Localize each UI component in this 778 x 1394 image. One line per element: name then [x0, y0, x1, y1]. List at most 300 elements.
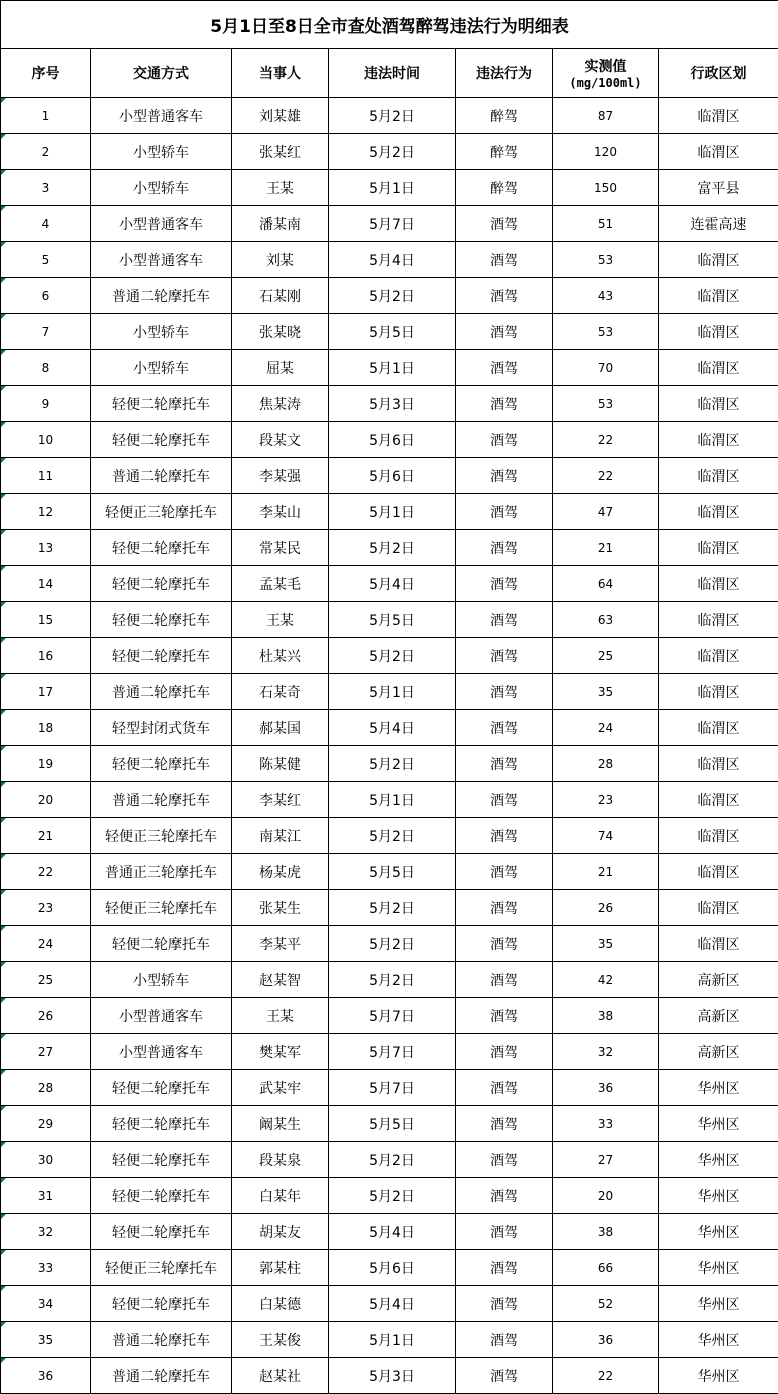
cell-vehicle[interactable]: 轻便正三轮摩托车	[91, 494, 232, 530]
cell-district[interactable]: 高新区	[659, 1034, 778, 1070]
cell-party[interactable]: 王某俊	[232, 1322, 329, 1358]
cell-district[interactable]: 临渭区	[659, 854, 778, 890]
cell-vehicle[interactable]: 小型普通客车	[91, 998, 232, 1034]
cell-time[interactable]: 5月2日	[329, 890, 456, 926]
cell-seq[interactable]: 6	[1, 278, 91, 314]
cell-district[interactable]: 临渭区	[659, 422, 778, 458]
cell-behavior[interactable]: 酒驾	[456, 1358, 553, 1394]
cell-value[interactable]: 24	[553, 710, 659, 746]
cell-party[interactable]: 南某江	[232, 818, 329, 854]
cell-behavior[interactable]: 酒驾	[456, 818, 553, 854]
cell-district[interactable]: 临渭区	[659, 710, 778, 746]
cell-vehicle[interactable]: 轻便二轮摩托车	[91, 746, 232, 782]
cell-behavior[interactable]: 酒驾	[456, 962, 553, 998]
cell-behavior[interactable]: 酒驾	[456, 710, 553, 746]
cell-value[interactable]: 27	[553, 1142, 659, 1178]
cell-party[interactable]: 刘某	[232, 242, 329, 278]
table-row	[1, 746, 778, 782]
cell-time[interactable]: 5月7日	[329, 998, 456, 1034]
cell-time[interactable]: 5月2日	[329, 926, 456, 962]
cell-time[interactable]: 5月6日	[329, 422, 456, 458]
cell-seq[interactable]: 5	[1, 242, 91, 278]
cell-seq[interactable]: 16	[1, 638, 91, 674]
cell-time[interactable]: 5月2日	[329, 962, 456, 998]
cell-party[interactable]: 张某晓	[232, 314, 329, 350]
cell-time[interactable]: 5月3日	[329, 386, 456, 422]
table-row	[1, 350, 778, 386]
cell-party[interactable]: 陈某健	[232, 746, 329, 782]
cell-value[interactable]: 28	[553, 746, 659, 782]
cell-time[interactable]: 5月7日	[329, 206, 456, 242]
cell-time[interactable]: 5月4日	[329, 1286, 456, 1322]
header-value-unit: (mg/100ml)	[553, 76, 658, 90]
cell-time[interactable]: 5月2日	[329, 530, 456, 566]
cell-value[interactable]: 36	[553, 1322, 659, 1358]
table-row	[1, 530, 778, 566]
cell-time[interactable]: 5月1日	[329, 494, 456, 530]
cell-behavior[interactable]: 酒驾	[456, 890, 553, 926]
cell-seq[interactable]: 27	[1, 1034, 91, 1070]
cell-value[interactable]: 70	[553, 350, 659, 386]
cell-district[interactable]: 临渭区	[659, 494, 778, 530]
cell-district[interactable]: 临渭区	[659, 242, 778, 278]
cell-behavior[interactable]: 酒驾	[456, 242, 553, 278]
cell-party[interactable]: 潘某南	[232, 206, 329, 242]
cell-behavior[interactable]: 酒驾	[456, 1070, 553, 1106]
cell-party[interactable]: 石某刚	[232, 278, 329, 314]
cell-vehicle[interactable]: 轻便正三轮摩托车	[91, 890, 232, 926]
cell-vehicle[interactable]: 轻便二轮摩托车	[91, 1178, 232, 1214]
header-district[interactable]: 行政区划	[659, 49, 778, 98]
cell-party[interactable]: 樊某军	[232, 1034, 329, 1070]
cell-time[interactable]: 5月1日	[329, 170, 456, 206]
cell-seq[interactable]: 34	[1, 1286, 91, 1322]
cell-vehicle[interactable]: 轻便二轮摩托车	[91, 602, 232, 638]
table-row	[1, 1142, 778, 1178]
cell-district[interactable]: 高新区	[659, 998, 778, 1034]
cell-value[interactable]: 64	[553, 566, 659, 602]
cell-time[interactable]: 5月4日	[329, 710, 456, 746]
cell-value[interactable]: 53	[553, 386, 659, 422]
cell-behavior[interactable]: 醉驾	[456, 170, 553, 206]
cell-party[interactable]: 李某平	[232, 926, 329, 962]
header-party[interactable]: 当事人	[232, 49, 329, 98]
cell-behavior[interactable]: 酒驾	[456, 422, 553, 458]
table-row	[1, 170, 778, 206]
cell-time[interactable]: 5月6日	[329, 1250, 456, 1286]
cell-behavior[interactable]: 酒驾	[456, 494, 553, 530]
cell-time[interactable]: 5月5日	[329, 314, 456, 350]
cell-district[interactable]: 高新区	[659, 962, 778, 998]
cell-vehicle[interactable]: 小型普通客车	[91, 242, 232, 278]
table-row	[1, 1070, 778, 1106]
cell-district[interactable]: 华州区	[659, 1070, 778, 1106]
cell-seq[interactable]: 13	[1, 530, 91, 566]
cell-district[interactable]: 华州区	[659, 1286, 778, 1322]
table-row	[1, 494, 778, 530]
cell-vehicle[interactable]: 轻便二轮摩托车	[91, 1214, 232, 1250]
cell-vehicle[interactable]: 小型轿车	[91, 134, 232, 170]
cell-time[interactable]: 5月2日	[329, 1142, 456, 1178]
cell-time[interactable]: 5月3日	[329, 1358, 456, 1394]
cell-behavior[interactable]: 酒驾	[456, 638, 553, 674]
cell-time[interactable]: 5月4日	[329, 566, 456, 602]
cell-behavior[interactable]: 酒驾	[456, 566, 553, 602]
table-row	[1, 998, 778, 1034]
cell-district[interactable]: 华州区	[659, 1322, 778, 1358]
cell-district[interactable]: 临渭区	[659, 278, 778, 314]
cell-seq[interactable]: 10	[1, 422, 91, 458]
cell-party[interactable]: 白某德	[232, 1286, 329, 1322]
table-row	[1, 566, 778, 602]
cell-seq[interactable]: 14	[1, 566, 91, 602]
cell-party[interactable]: 郭某柱	[232, 1250, 329, 1286]
cell-behavior[interactable]: 酒驾	[456, 1322, 553, 1358]
cell-behavior[interactable]: 酒驾	[456, 782, 553, 818]
table-row	[1, 1034, 778, 1070]
table-row	[1, 962, 778, 998]
cell-party[interactable]: 郝某国	[232, 710, 329, 746]
cell-vehicle[interactable]: 轻便二轮摩托车	[91, 926, 232, 962]
cell-vehicle[interactable]: 小型轿车	[91, 170, 232, 206]
cell-party[interactable]: 赵某智	[232, 962, 329, 998]
cell-value[interactable]: 150	[553, 170, 659, 206]
cell-party[interactable]: 赵某社	[232, 1358, 329, 1394]
cell-behavior[interactable]: 酒驾	[456, 1214, 553, 1250]
cell-value[interactable]: 74	[553, 818, 659, 854]
cell-value[interactable]: 26	[553, 890, 659, 926]
cell-party[interactable]: 王某	[232, 170, 329, 206]
cell-value[interactable]: 20	[553, 1178, 659, 1214]
cell-party[interactable]: 张某生	[232, 890, 329, 926]
cell-vehicle[interactable]: 普通二轮摩托车	[91, 782, 232, 818]
cell-time[interactable]: 5月4日	[329, 1214, 456, 1250]
table-body	[1, 98, 778, 1394]
cell-time[interactable]: 5月4日	[329, 242, 456, 278]
cell-behavior[interactable]: 酒驾	[456, 674, 553, 710]
cell-value[interactable]: 25	[553, 638, 659, 674]
cell-party[interactable]: 李某山	[232, 494, 329, 530]
cell-party[interactable]: 焦某涛	[232, 386, 329, 422]
cell-vehicle[interactable]: 轻便正三轮摩托车	[91, 818, 232, 854]
cell-party[interactable]: 孟某毛	[232, 566, 329, 602]
cell-value[interactable]: 22	[553, 458, 659, 494]
table-row	[1, 134, 778, 170]
cell-behavior[interactable]: 酒驾	[456, 530, 553, 566]
cell-seq[interactable]: 20	[1, 782, 91, 818]
cell-vehicle[interactable]: 轻便二轮摩托车	[91, 1286, 232, 1322]
cell-time[interactable]: 5月1日	[329, 782, 456, 818]
cell-behavior[interactable]: 醉驾	[456, 134, 553, 170]
cell-behavior[interactable]: 酒驾	[456, 1106, 553, 1142]
cell-behavior[interactable]: 酒驾	[456, 386, 553, 422]
cell-district[interactable]: 临渭区	[659, 530, 778, 566]
table-row	[1, 1358, 778, 1394]
cell-vehicle[interactable]: 普通正三轮摩托车	[91, 854, 232, 890]
header-vehicle[interactable]: 交通方式	[91, 49, 232, 98]
table-row	[1, 422, 778, 458]
cell-seq[interactable]: 18	[1, 710, 91, 746]
cell-seq[interactable]: 12	[1, 494, 91, 530]
cell-seq[interactable]: 21	[1, 818, 91, 854]
cell-vehicle[interactable]: 轻便二轮摩托车	[91, 1070, 232, 1106]
cell-vehicle[interactable]: 轻便二轮摩托车	[91, 1142, 232, 1178]
cell-district[interactable]: 临渭区	[659, 566, 778, 602]
cell-seq[interactable]: 11	[1, 458, 91, 494]
table-row	[1, 386, 778, 422]
cell-behavior[interactable]: 酒驾	[456, 602, 553, 638]
cell-party[interactable]: 李某强	[232, 458, 329, 494]
cell-district[interactable]: 富平县	[659, 170, 778, 206]
cell-district[interactable]: 华州区	[659, 1358, 778, 1394]
cell-behavior[interactable]: 酒驾	[456, 1250, 553, 1286]
cell-vehicle[interactable]: 普通二轮摩托车	[91, 1358, 232, 1394]
cell-time[interactable]: 5月1日	[329, 350, 456, 386]
title-row	[1, 1, 778, 49]
cell-value[interactable]: 22	[553, 422, 659, 458]
cell-vehicle[interactable]: 轻便正三轮摩托车	[91, 1250, 232, 1286]
cell-behavior[interactable]: 醉驾	[456, 98, 553, 134]
cell-district[interactable]: 连霍高速	[659, 206, 778, 242]
cell-seq[interactable]: 23	[1, 890, 91, 926]
cell-value[interactable]: 32	[553, 1034, 659, 1070]
table-row	[1, 278, 778, 314]
cell-seq[interactable]: 17	[1, 674, 91, 710]
cell-district[interactable]: 临渭区	[659, 782, 778, 818]
cell-vehicle[interactable]: 小型普通客车	[91, 98, 232, 134]
cell-time[interactable]: 5月2日	[329, 638, 456, 674]
table-row	[1, 314, 778, 350]
cell-value[interactable]: 33	[553, 1106, 659, 1142]
cell-time[interactable]: 5月7日	[329, 1070, 456, 1106]
cell-value[interactable]: 51	[553, 206, 659, 242]
cell-value[interactable]: 47	[553, 494, 659, 530]
cell-value[interactable]: 43	[553, 278, 659, 314]
cell-district[interactable]: 临渭区	[659, 386, 778, 422]
table-row	[1, 818, 778, 854]
table-row	[1, 638, 778, 674]
cell-seq[interactable]: 22	[1, 854, 91, 890]
cell-seq[interactable]: 15	[1, 602, 91, 638]
cell-party[interactable]: 常某民	[232, 530, 329, 566]
header-value-label: 实测值	[585, 59, 627, 75]
cell-party[interactable]: 杨某虎	[232, 854, 329, 890]
cell-value[interactable]: 36	[553, 1070, 659, 1106]
cell-party[interactable]: 张某红	[232, 134, 329, 170]
cell-vehicle[interactable]: 轻便二轮摩托车	[91, 638, 232, 674]
cell-seq[interactable]: 7	[1, 314, 91, 350]
cell-behavior[interactable]: 酒驾	[456, 458, 553, 494]
header-behavior[interactable]: 违法行为	[456, 49, 553, 98]
cell-value[interactable]: 21	[553, 854, 659, 890]
cell-district[interactable]: 临渭区	[659, 350, 778, 386]
table-row	[1, 1214, 778, 1250]
cell-seq[interactable]: 28	[1, 1070, 91, 1106]
cell-time[interactable]: 5月2日	[329, 98, 456, 134]
table-row	[1, 1286, 778, 1322]
cell-district[interactable]: 华州区	[659, 1142, 778, 1178]
cell-district[interactable]: 临渭区	[659, 818, 778, 854]
cell-seq[interactable]: 1	[1, 98, 91, 134]
table-row	[1, 710, 778, 746]
cell-party[interactable]: 刘某雄	[232, 98, 329, 134]
cell-seq[interactable]: 8	[1, 350, 91, 386]
cell-behavior[interactable]: 酒驾	[456, 1286, 553, 1322]
cell-time[interactable]: 5月7日	[329, 1034, 456, 1070]
table-row	[1, 854, 778, 890]
cell-value[interactable]: 38	[553, 1214, 659, 1250]
header-seq[interactable]: 序号	[1, 49, 91, 98]
table-row	[1, 602, 778, 638]
cell-vehicle[interactable]: 轻便二轮摩托车	[91, 386, 232, 422]
cell-district[interactable]: 临渭区	[659, 134, 778, 170]
cell-party[interactable]: 石某奇	[232, 674, 329, 710]
cell-vehicle[interactable]: 小型普通客车	[91, 206, 232, 242]
cell-seq[interactable]: 19	[1, 746, 91, 782]
cell-district[interactable]: 临渭区	[659, 674, 778, 710]
cell-vehicle[interactable]: 普通二轮摩托车	[91, 674, 232, 710]
cell-behavior[interactable]: 酒驾	[456, 314, 553, 350]
cell-seq[interactable]: 32	[1, 1214, 91, 1250]
cell-seq[interactable]: 33	[1, 1250, 91, 1286]
cell-seq[interactable]: 31	[1, 1178, 91, 1214]
table-row	[1, 782, 778, 818]
cell-value[interactable]: 21	[553, 530, 659, 566]
table-row	[1, 458, 778, 494]
cell-vehicle[interactable]: 轻型封闭式货车	[91, 710, 232, 746]
cell-time[interactable]: 5月1日	[329, 674, 456, 710]
cell-value[interactable]: 66	[553, 1250, 659, 1286]
cell-value[interactable]: 35	[553, 674, 659, 710]
cell-value[interactable]: 53	[553, 314, 659, 350]
cell-value[interactable]: 52	[553, 1286, 659, 1322]
cell-district[interactable]: 临渭区	[659, 746, 778, 782]
cell-behavior[interactable]: 酒驾	[456, 1034, 553, 1070]
cell-party[interactable]: 胡某友	[232, 1214, 329, 1250]
cell-value[interactable]: 35	[553, 926, 659, 962]
cell-party[interactable]: 武某牢	[232, 1070, 329, 1106]
cell-behavior[interactable]: 酒驾	[456, 854, 553, 890]
cell-party[interactable]: 阚某生	[232, 1106, 329, 1142]
cell-vehicle[interactable]: 轻便二轮摩托车	[91, 1106, 232, 1142]
cell-seq[interactable]: 36	[1, 1358, 91, 1394]
cell-district[interactable]: 临渭区	[659, 926, 778, 962]
cell-vehicle[interactable]: 普通二轮摩托车	[91, 1322, 232, 1358]
cell-value[interactable]: 53	[553, 242, 659, 278]
cell-seq[interactable]: 25	[1, 962, 91, 998]
cell-value[interactable]: 42	[553, 962, 659, 998]
header-time[interactable]: 违法时间	[329, 49, 456, 98]
cell-seq[interactable]: 35	[1, 1322, 91, 1358]
cell-behavior[interactable]: 酒驾	[456, 278, 553, 314]
cell-seq[interactable]: 29	[1, 1106, 91, 1142]
table-row	[1, 674, 778, 710]
cell-value[interactable]: 63	[553, 602, 659, 638]
cell-seq[interactable]: 2	[1, 134, 91, 170]
cell-time[interactable]: 5月5日	[329, 854, 456, 890]
cell-party[interactable]: 王某	[232, 998, 329, 1034]
cell-district[interactable]: 临渭区	[659, 458, 778, 494]
header-value[interactable]	[553, 49, 659, 98]
cell-time[interactable]: 5月2日	[329, 818, 456, 854]
cell-seq[interactable]: 30	[1, 1142, 91, 1178]
cell-district[interactable]: 临渭区	[659, 890, 778, 926]
cell-district[interactable]: 华州区	[659, 1106, 778, 1142]
cell-seq[interactable]: 3	[1, 170, 91, 206]
cell-value[interactable]: 38	[553, 998, 659, 1034]
cell-party[interactable]: 屈某	[232, 350, 329, 386]
cell-vehicle[interactable]: 小型普通客车	[91, 1034, 232, 1070]
cell-party[interactable]: 李某红	[232, 782, 329, 818]
cell-time[interactable]: 5月2日	[329, 1178, 456, 1214]
table-row	[1, 1106, 778, 1142]
cell-behavior[interactable]: 酒驾	[456, 1142, 553, 1178]
table-row	[1, 206, 778, 242]
cell-behavior[interactable]: 酒驾	[456, 206, 553, 242]
cell-time[interactable]: 5月2日	[329, 746, 456, 782]
cell-party[interactable]: 王某	[232, 602, 329, 638]
cell-party[interactable]: 白某年	[232, 1178, 329, 1214]
table-row	[1, 242, 778, 278]
header-row	[1, 49, 778, 98]
table-row	[1, 1250, 778, 1286]
cell-time[interactable]: 5月2日	[329, 278, 456, 314]
cell-time[interactable]: 5月5日	[329, 1106, 456, 1142]
cell-time[interactable]: 5月6日	[329, 458, 456, 494]
cell-behavior[interactable]: 酒驾	[456, 998, 553, 1034]
cell-time[interactable]: 5月1日	[329, 1322, 456, 1358]
cell-behavior[interactable]: 酒驾	[456, 350, 553, 386]
cell-district[interactable]: 华州区	[659, 1250, 778, 1286]
cell-district[interactable]: 临渭区	[659, 98, 778, 134]
cell-vehicle[interactable]: 轻便二轮摩托车	[91, 530, 232, 566]
cell-value[interactable]: 22	[553, 1358, 659, 1394]
cell-seq[interactable]: 9	[1, 386, 91, 422]
cell-vehicle[interactable]: 小型轿车	[91, 962, 232, 998]
cell-time[interactable]: 5月2日	[329, 134, 456, 170]
table-row	[1, 98, 778, 134]
table-row	[1, 1178, 778, 1214]
cell-vehicle[interactable]: 普通二轮摩托车	[91, 278, 232, 314]
cell-seq[interactable]: 26	[1, 998, 91, 1034]
cell-vehicle[interactable]: 小型轿车	[91, 350, 232, 386]
cell-party[interactable]: 杜某兴	[232, 638, 329, 674]
cell-seq[interactable]: 24	[1, 926, 91, 962]
cell-district[interactable]: 临渭区	[659, 602, 778, 638]
cell-party[interactable]: 段某泉	[232, 1142, 329, 1178]
cell-value[interactable]: 87	[553, 98, 659, 134]
page-title[interactable]: 5月1日至8日全市查处酒驾醉驾违法行为明细表	[1, 1, 778, 49]
table-row	[1, 890, 778, 926]
cell-behavior[interactable]: 酒驾	[456, 1178, 553, 1214]
cell-value[interactable]: 120	[553, 134, 659, 170]
cell-district[interactable]: 华州区	[659, 1214, 778, 1250]
cell-vehicle[interactable]: 轻便二轮摩托车	[91, 422, 232, 458]
cell-party[interactable]: 段某文	[232, 422, 329, 458]
cell-district[interactable]: 临渭区	[659, 638, 778, 674]
cell-behavior[interactable]: 酒驾	[456, 926, 553, 962]
cell-seq[interactable]: 4	[1, 206, 91, 242]
cell-vehicle[interactable]: 轻便二轮摩托车	[91, 566, 232, 602]
table-row	[1, 926, 778, 962]
cell-time[interactable]: 5月5日	[329, 602, 456, 638]
cell-behavior[interactable]: 酒驾	[456, 746, 553, 782]
cell-district[interactable]: 华州区	[659, 1178, 778, 1214]
cell-district[interactable]: 临渭区	[659, 314, 778, 350]
cell-vehicle[interactable]: 小型轿车	[91, 314, 232, 350]
cell-vehicle[interactable]: 普通二轮摩托车	[91, 458, 232, 494]
cell-value[interactable]: 23	[553, 782, 659, 818]
